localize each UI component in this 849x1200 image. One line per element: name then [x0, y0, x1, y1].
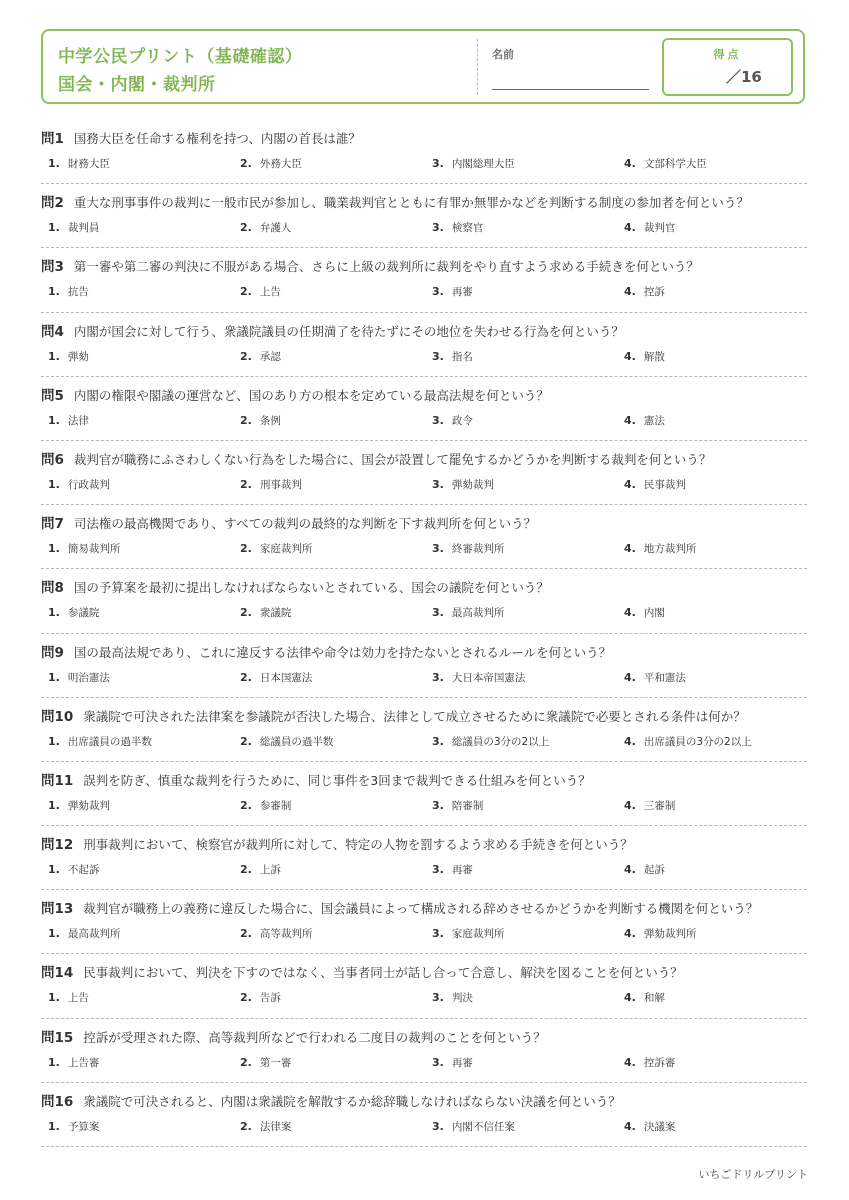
answer-choice[interactable]	[240, 670, 312, 685]
choice-text: 裁判員	[67, 222, 100, 235]
choice-number: 3.	[432, 863, 444, 877]
question-number: 問6	[41, 451, 64, 468]
choice-number: 4.	[624, 477, 636, 491]
choice-text: 最高裁判所	[451, 607, 505, 620]
choice-text: 行政裁判	[67, 478, 110, 491]
choice-number: 3.	[432, 157, 444, 170]
footer-brand: いちごドリルプリント	[698, 1168, 808, 1181]
answer-choice[interactable]	[432, 926, 504, 941]
choice-text: 再審	[451, 286, 473, 299]
answer-choice[interactable]	[48, 798, 110, 813]
choice-text: 上告審	[67, 1056, 100, 1069]
choice-number: 1.	[48, 1055, 60, 1069]
choice-number: 3.	[432, 285, 444, 299]
choice-number: 1.	[48, 285, 60, 299]
choice-number: 1.	[48, 157, 60, 170]
question-item	[41, 505, 807, 569]
question-item	[41, 762, 807, 826]
answer-choice[interactable]	[624, 541, 696, 556]
choice-number: 4.	[624, 670, 636, 684]
choice-text: 弾劾裁判	[451, 478, 494, 491]
question-line	[41, 641, 611, 661]
choice-list	[48, 1055, 807, 1071]
question-item	[41, 313, 807, 377]
question-line	[41, 705, 746, 725]
choice-number: 3.	[432, 413, 444, 427]
answer-choice[interactable]	[432, 670, 525, 685]
answer-choice[interactable]	[48, 413, 89, 428]
question-line	[41, 576, 549, 596]
answer-choice[interactable]	[240, 1119, 291, 1134]
choice-text: 弾劾裁判	[67, 799, 110, 812]
choice-number: 2.	[240, 1119, 252, 1133]
answer-choice[interactable]	[48, 990, 89, 1005]
choice-text: 財務大臣	[67, 158, 110, 170]
answer-choice[interactable]	[624, 926, 696, 941]
question-text: 重大な刑事事件の裁判に一般市民が参加し、職業裁判官とともに有罪か無罪かなどを判断する制度の参加者を何という？	[73, 195, 749, 211]
choice-number: 4.	[624, 927, 636, 941]
choice-text: 明治憲法	[67, 671, 110, 684]
choice-number: 3.	[432, 221, 444, 235]
choice-text: 上訴	[259, 864, 281, 877]
choice-text: 憲法	[643, 414, 665, 427]
choice-number: 3.	[432, 349, 444, 363]
choice-number: 4.	[624, 413, 636, 427]
question-number: 問1	[41, 131, 64, 147]
question-item	[41, 248, 807, 312]
choice-text: 衆議院	[259, 607, 292, 620]
question-number: 問12	[41, 837, 74, 854]
question-line	[41, 448, 711, 468]
choice-number: 2.	[240, 1055, 252, 1069]
question-number: 問8	[41, 580, 64, 597]
answer-choice[interactable]	[432, 990, 473, 1005]
choice-number: 3.	[432, 991, 444, 1005]
choice-number: 2.	[240, 285, 252, 299]
choice-list	[48, 156, 807, 172]
answer-choice[interactable]	[624, 605, 665, 620]
choice-list	[48, 670, 807, 686]
choice-text: 上告	[259, 286, 281, 299]
answer-choice[interactable]	[240, 926, 312, 941]
choice-number: 3.	[432, 1055, 444, 1069]
choice-text: 予算案	[67, 1120, 100, 1133]
question-text: 衆議院で可決された法律案を参議院が否決した場合、法律として成立させるために衆議院で必要とされる条件は何か？	[83, 708, 746, 724]
question-line	[41, 255, 699, 275]
choice-text: 弾劾	[67, 350, 89, 363]
choice-text: 再審	[451, 1056, 473, 1069]
answer-choice[interactable]	[240, 798, 291, 813]
answer-choice[interactable]	[624, 1055, 675, 1070]
choice-list	[48, 220, 807, 236]
choice-text: 民事裁判	[643, 478, 686, 491]
choice-text: 抗告	[67, 286, 89, 299]
choice-text: 平和憲法	[643, 671, 686, 684]
choice-text: 控訴審	[643, 1056, 676, 1069]
question-number: 問11	[41, 772, 74, 789]
choice-number: 2.	[240, 670, 252, 684]
question-text: 控訴が受理された際、高等裁判所などで行われる二度目の裁判のことを何という？	[83, 1029, 546, 1045]
answer-choice[interactable]	[48, 284, 89, 299]
choice-text: 不起訴	[67, 864, 100, 877]
answer-choice[interactable]	[432, 156, 515, 171]
question-number: 問15	[41, 1029, 74, 1046]
choice-number: 4.	[624, 863, 636, 877]
choice-number: 4.	[624, 157, 636, 170]
choice-number: 3.	[432, 670, 444, 684]
choice-text: 参審制	[259, 799, 292, 812]
question-line	[41, 512, 536, 532]
answer-choice[interactable]	[48, 605, 99, 620]
question-text: 誤判を防ぎ、慎重な裁判を行うために、同じ事件を3回まで裁判できる仕組みを何という？	[83, 772, 591, 788]
question-line	[41, 1090, 621, 1110]
choice-list	[48, 541, 807, 557]
choice-number: 2.	[240, 798, 252, 812]
choice-number: 3.	[432, 606, 444, 620]
choice-text: 控訴	[643, 286, 665, 299]
answer-choice[interactable]	[240, 605, 291, 620]
choice-text: 総議員の3分の2以上	[451, 735, 550, 748]
choice-number: 2.	[240, 606, 252, 620]
choice-text: 指名	[451, 350, 473, 363]
choice-number: 2.	[240, 413, 252, 427]
question-number: 問10	[41, 708, 74, 725]
question-text: 国の予算案を最初に提出しなければならないとされている、国会の議院を何という？	[73, 580, 549, 596]
choice-number: 2.	[240, 991, 252, 1005]
choice-text: 解散	[643, 350, 665, 363]
choice-text: 上告	[67, 992, 89, 1005]
choice-number: 4.	[624, 349, 636, 363]
choice-text: 参議院	[67, 607, 100, 620]
question-number: 問3	[41, 259, 64, 276]
answer-choice[interactable]	[240, 734, 333, 749]
choice-list	[48, 605, 807, 621]
choice-number: 2.	[240, 349, 252, 363]
answer-choice[interactable]	[432, 477, 494, 492]
choice-number: 4.	[624, 285, 636, 299]
question-line	[41, 769, 591, 789]
choice-number: 2.	[240, 734, 252, 748]
choice-number: 1.	[48, 413, 60, 427]
choice-text: 検察官	[451, 222, 484, 235]
answer-choice[interactable]	[624, 413, 665, 428]
question-text: 国務大臣を任命する権利を持つ、内閣の首長は誰？	[73, 131, 361, 146]
question-item	[41, 569, 807, 633]
worksheet-subtitle: 国会・内閣・裁判所	[58, 75, 216, 95]
choice-text: 外務大臣	[259, 158, 302, 170]
choice-number: 3.	[432, 542, 444, 556]
choice-number: 1.	[48, 670, 60, 684]
choice-text: 高等裁判所	[259, 928, 313, 941]
answer-choice[interactable]	[48, 1119, 99, 1134]
question-number: 問4	[41, 323, 64, 340]
choice-text: 総議員の過半数	[259, 735, 334, 748]
choice-number: 4.	[624, 221, 636, 235]
choice-list	[48, 862, 807, 878]
choice-number: 1.	[48, 542, 60, 556]
choice-list	[48, 734, 807, 750]
choice-number: 1.	[48, 991, 60, 1005]
answer-choice[interactable]	[48, 156, 110, 171]
question-number: 問14	[41, 965, 74, 982]
choice-text: 判決	[451, 992, 473, 1005]
answer-choice[interactable]	[48, 541, 120, 556]
choice-text: 出席議員の過半数	[67, 735, 152, 748]
choice-number: 3.	[432, 927, 444, 941]
choice-number: 4.	[624, 798, 636, 812]
question-item	[41, 1019, 807, 1083]
worksheet-title: 中学公民プリント（基礎確認）	[58, 47, 303, 67]
answer-choice[interactable]	[48, 349, 89, 364]
answer-choice[interactable]	[240, 541, 312, 556]
question-text: 司法権の最高機関であり、すべての裁判の最終的な判断を下す裁判所を何という？	[73, 516, 537, 532]
choice-number: 2.	[240, 221, 252, 235]
answer-choice[interactable]	[240, 1055, 291, 1070]
answer-choice[interactable]	[624, 156, 707, 171]
question-line	[41, 320, 624, 340]
choice-text: 出席議員の3分の2以上	[643, 735, 752, 748]
question-line	[41, 384, 549, 404]
choice-number: 3.	[432, 798, 444, 812]
choice-text: 第一審	[259, 1056, 292, 1069]
choice-number: 3.	[432, 734, 444, 748]
answer-choice[interactable]	[624, 670, 686, 685]
choice-text: 法律案	[259, 1120, 292, 1133]
question-text: 刑事裁判において、検察官が裁判所に対して、特定の人物を罰するよう求める手続きを何という？	[83, 837, 633, 853]
answer-choice[interactable]	[48, 734, 152, 749]
choice-text: 起訴	[643, 864, 665, 877]
question-text: 裁判官が職務上の義務に違反した場合に、国会議員によって構成される辞めさせるかどうかを判断する機関を何という？	[83, 901, 759, 917]
choice-text: 地方裁判所	[643, 543, 697, 556]
worksheet-header	[41, 29, 805, 104]
question-line	[41, 1026, 546, 1046]
question-text: 裁判官が職務にふさわしくない行為をした場合に、国会が設置して罷免するかどうかを判断する裁判を何という？	[73, 451, 712, 467]
question-line	[41, 127, 361, 147]
question-text: 内閣の権限や閣議の運営など、国のあり方の根本を定めている最高法規を何という？	[73, 387, 549, 403]
name-field[interactable]	[492, 89, 649, 90]
choice-text: 文部科学大臣	[643, 158, 707, 170]
question-item	[41, 377, 807, 441]
answer-choice[interactable]	[432, 862, 473, 877]
choice-text: 再審	[451, 864, 473, 877]
question-text: 国の最高法規であり、これに違反する法律や命令は効力を持たないとされるルールを何という？	[73, 644, 612, 660]
question-text: 第一審や第二審の判決に不服がある場合、さらに上級の裁判所に裁判をやり直すよう求める手続きを何という？	[73, 259, 699, 275]
choice-number: 1.	[48, 863, 60, 877]
answer-choice[interactable]	[624, 220, 675, 235]
choice-text: 法律	[67, 414, 89, 427]
choice-text: 刑事裁判	[259, 478, 302, 491]
choice-text: 終審裁判所	[451, 543, 505, 556]
answer-choice[interactable]	[624, 798, 675, 813]
answer-choice[interactable]	[624, 862, 665, 877]
answer-choice[interactable]	[624, 477, 686, 492]
choice-number: 3.	[432, 477, 444, 491]
choice-text: 内閣不信任案	[451, 1120, 515, 1133]
name-label: 名前	[492, 48, 514, 61]
answer-choice[interactable]	[432, 734, 549, 749]
answer-choice[interactable]	[624, 284, 665, 299]
choice-text: 家庭裁判所	[451, 928, 505, 941]
choice-text: 決議案	[643, 1120, 676, 1133]
choice-number: 1.	[48, 349, 60, 363]
choice-number: 2.	[240, 542, 252, 556]
answer-choice[interactable]	[240, 990, 281, 1005]
choice-list	[48, 798, 807, 814]
choice-number: 2.	[240, 477, 252, 491]
question-item	[41, 890, 807, 954]
choice-number: 4.	[624, 606, 636, 620]
choice-number: 1.	[48, 798, 60, 812]
answer-choice[interactable]	[48, 926, 120, 941]
answer-choice[interactable]	[48, 1055, 99, 1070]
answer-choice[interactable]	[240, 349, 281, 364]
score-box	[662, 38, 793, 96]
choice-text: 日本国憲法	[259, 671, 313, 684]
choice-text: 承認	[259, 350, 281, 363]
question-number: 問5	[41, 387, 64, 404]
answer-choice[interactable]	[240, 413, 281, 428]
question-number: 問16	[41, 1093, 74, 1110]
question-number: 問7	[41, 516, 64, 533]
choice-list	[48, 349, 807, 365]
question-number: 問13	[41, 901, 74, 918]
choice-text: 告訴	[259, 992, 281, 1005]
question-item	[41, 826, 807, 890]
answer-choice[interactable]	[432, 605, 504, 620]
choice-text: 三審制	[643, 799, 676, 812]
choice-number: 3.	[432, 1119, 444, 1133]
question-number: 問9	[41, 644, 64, 661]
choice-list	[48, 1119, 807, 1135]
choice-list	[48, 413, 807, 429]
answer-choice[interactable]	[432, 798, 483, 813]
answer-choice[interactable]	[432, 349, 473, 364]
question-list	[41, 120, 807, 1147]
choice-list	[48, 477, 807, 493]
score-value: ／16	[726, 68, 762, 86]
answer-choice[interactable]	[624, 1119, 675, 1134]
question-item	[41, 441, 807, 505]
answer-choice[interactable]	[48, 220, 99, 235]
choice-number: 2.	[240, 863, 252, 877]
choice-number: 1.	[48, 477, 60, 491]
choice-text: 家庭裁判所	[259, 543, 313, 556]
question-item	[41, 634, 807, 698]
choice-text: 弾劾裁判所	[643, 928, 697, 941]
choice-number: 4.	[624, 734, 636, 748]
choice-number: 2.	[240, 927, 252, 941]
choice-text: 弁護人	[259, 222, 292, 235]
answer-choice[interactable]	[240, 220, 291, 235]
header-divider	[477, 39, 478, 95]
choice-number: 4.	[624, 991, 636, 1005]
answer-choice[interactable]	[240, 477, 302, 492]
answer-choice[interactable]	[432, 220, 483, 235]
question-item	[41, 120, 807, 184]
question-item	[41, 954, 807, 1018]
question-item	[41, 1083, 807, 1147]
question-number: 問2	[41, 195, 64, 212]
choice-number: 1.	[48, 606, 60, 620]
question-item	[41, 698, 807, 762]
answer-choice[interactable]	[432, 541, 504, 556]
answer-choice[interactable]	[48, 670, 110, 685]
choice-text: 内閣総理大臣	[451, 158, 515, 170]
choice-list	[48, 284, 807, 300]
choice-number: 4.	[624, 542, 636, 556]
choice-text: 内閣	[643, 607, 665, 620]
choice-list	[48, 926, 807, 942]
score-label: 得点	[713, 48, 742, 61]
choice-number: 4.	[624, 1055, 636, 1069]
answer-choice[interactable]	[432, 1119, 515, 1134]
question-line	[41, 897, 758, 917]
choice-number: 1.	[48, 927, 60, 941]
choice-text: 簡易裁判所	[67, 543, 121, 556]
answer-choice[interactable]	[240, 156, 302, 171]
choice-text: 和解	[643, 992, 665, 1005]
choice-text: 大日本帝国憲法	[451, 671, 526, 684]
choice-number: 1.	[48, 1119, 60, 1133]
answer-choice[interactable]	[432, 284, 473, 299]
question-line	[41, 961, 683, 981]
answer-choice[interactable]	[48, 477, 110, 492]
answer-choice[interactable]	[624, 990, 665, 1005]
answer-choice[interactable]	[240, 284, 281, 299]
choice-text: 陪審制	[451, 799, 484, 812]
choice-number: 1.	[48, 734, 60, 748]
choice-text: 条例	[259, 414, 281, 427]
question-text: 民事裁判において、判決を下すのではなく、当事者同士が話し合って合意し、解決を図ることを何という？	[83, 965, 683, 981]
choice-text: 最高裁判所	[67, 928, 121, 941]
question-line	[41, 833, 633, 853]
answer-choice[interactable]	[432, 413, 473, 428]
question-text: 内閣が国会に対して行う、衆議院議員の任期満了を待たずにその地位を失わせる行為を何という？	[73, 323, 624, 339]
question-text: 衆議院で可決されると、内閣は衆議院を解散するか総辞職しなければならない決議を何という？	[83, 1093, 621, 1109]
question-item	[41, 184, 807, 248]
choice-number: 2.	[240, 157, 252, 170]
answer-choice[interactable]	[624, 349, 665, 364]
answer-choice[interactable]	[432, 1055, 473, 1070]
answer-choice[interactable]	[624, 734, 752, 749]
choice-number: 4.	[624, 1119, 636, 1133]
answer-choice[interactable]	[240, 862, 281, 877]
choice-text: 裁判官	[643, 222, 676, 235]
choice-number: 1.	[48, 221, 60, 235]
answer-choice[interactable]	[48, 862, 99, 877]
choice-list	[48, 990, 807, 1006]
choice-text: 政令	[451, 414, 473, 427]
question-line	[41, 191, 749, 211]
